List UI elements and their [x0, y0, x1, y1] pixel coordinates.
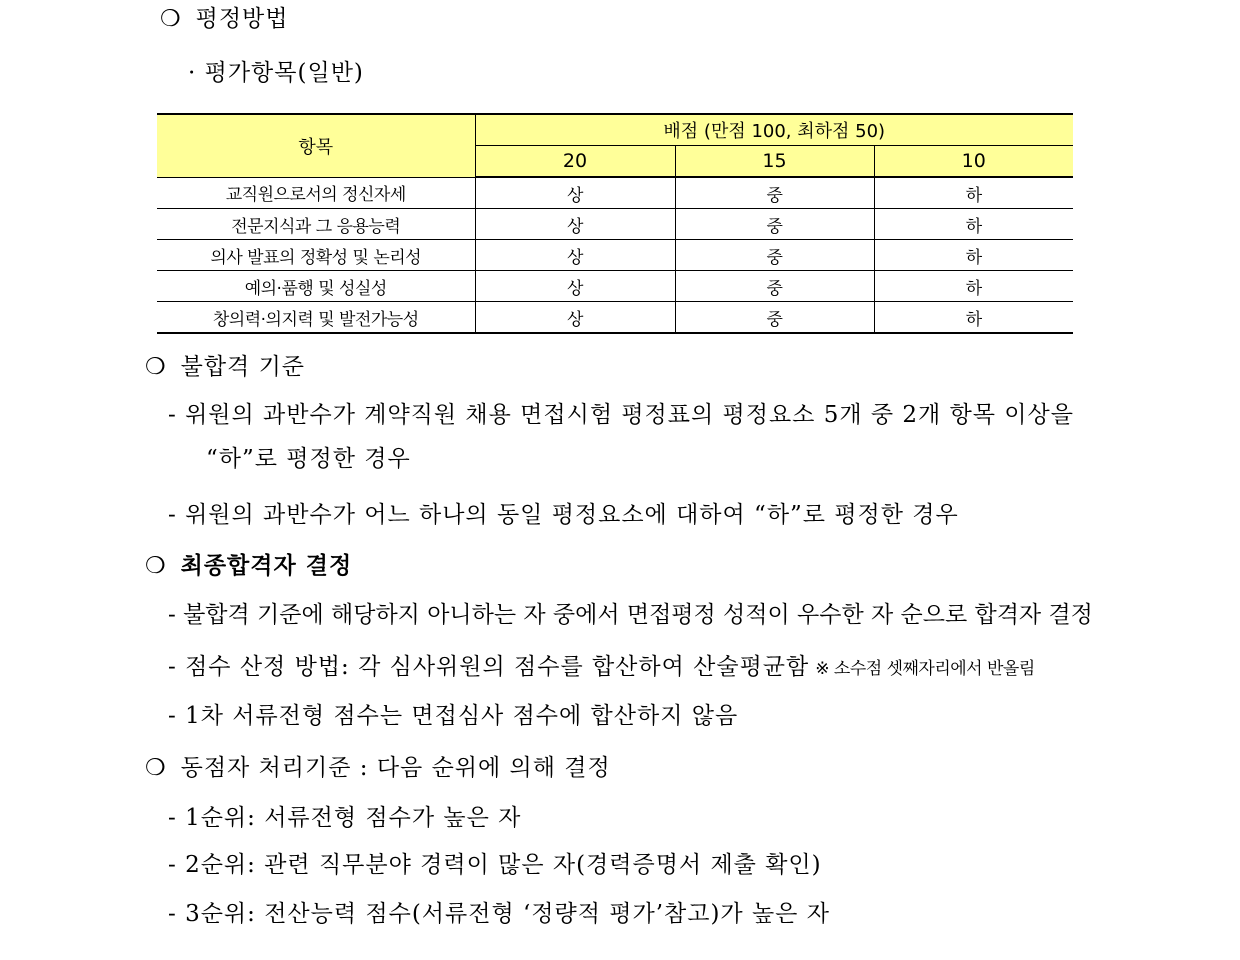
row-item: 예의·품행 및 성실성 — [157, 271, 475, 302]
row-high: 상 — [475, 240, 675, 271]
row-high: 상 — [475, 209, 675, 240]
section-fail-criteria — [145, 352, 305, 382]
final-decision-item-1: - 불합격 기준에 해당하지 아니하는 자 중에서 면접평정 성적이 우수한 자 순으로 합격자 결정 — [168, 602, 1093, 628]
circle-bullet-icon: ❍ — [160, 6, 182, 32]
section-title: 동점자 처리기준 : 다음 순위에 의해 결정 — [180, 755, 611, 781]
subsection-evaluation-items — [188, 58, 364, 88]
row-item: 의사 발표의 정확성 및 논리성 — [157, 240, 475, 271]
rounding-note: ※ 소수점 셋째자리에서 반올림 — [815, 659, 1035, 679]
row-mid: 중 — [675, 209, 874, 240]
final-decision-item-2-text: - 점수 산정 방법: 각 심사위원의 점수를 합산하여 산술평균함 — [168, 654, 810, 680]
row-high: 상 — [475, 177, 675, 209]
header-item: 항목 — [157, 114, 475, 177]
circle-bullet-icon: ❍ — [145, 354, 167, 380]
header-score-20: 20 — [475, 146, 675, 178]
fail-criteria-item-1: - 위원의 과반수가 계약직원 채용 면접시험 평정표의 평정요소 5개 중 2개 항목 이상을 — [168, 402, 1074, 428]
row-low: 하 — [874, 271, 1073, 302]
tie-break-item-3: - 3순위: 전산능력 점수(서류전형 ‘정량적 평가’참고)가 높은 자 — [168, 901, 830, 927]
row-item: 전문지식과 그 응용능력 — [157, 209, 475, 240]
row-low: 하 — [874, 302, 1073, 334]
row-item: 창의력·의지력 및 발전가능성 — [157, 302, 475, 334]
header-score-15: 15 — [675, 146, 874, 178]
row-mid: 중 — [675, 177, 874, 209]
section-final-decision — [145, 551, 352, 581]
section-title: 최종합격자 결정 — [180, 552, 353, 579]
header-score-10: 10 — [874, 146, 1073, 178]
fail-criteria-item-1-cont: “하”로 평정한 경우 — [206, 446, 411, 472]
tie-break-item-1: - 1순위: 서류전형 점수가 높은 자 — [168, 805, 522, 831]
table-row — [157, 177, 1073, 209]
table-row — [157, 209, 1073, 240]
final-decision-item-3: - 1차 서류전형 점수는 면접심사 점수에 합산하지 않음 — [168, 703, 739, 729]
table-row — [157, 302, 1073, 334]
table-row — [157, 240, 1073, 271]
row-high: 상 — [475, 302, 675, 334]
subsection-title: 평가항목(일반) — [204, 60, 364, 86]
row-mid: 중 — [675, 302, 874, 334]
final-decision-item-2 — [168, 652, 1035, 684]
section-title: 평정방법 — [195, 6, 289, 32]
row-mid: 중 — [675, 240, 874, 271]
row-item: 교직원으로서의 정신자세 — [157, 177, 475, 209]
row-mid: 중 — [675, 271, 874, 302]
circle-bullet-icon: ❍ — [145, 755, 167, 781]
fail-criteria-item-2: - 위원의 과반수가 어느 하나의 동일 평정요소에 대하여 “하”로 평정한 경우 — [168, 502, 959, 528]
row-high: 상 — [475, 271, 675, 302]
row-low: 하 — [874, 240, 1073, 271]
header-score: 배점 (만점 100, 최하점 50) — [475, 114, 1073, 146]
section-title: 불합격 기준 — [180, 354, 306, 380]
table-row — [157, 271, 1073, 302]
dot-bullet-icon: · — [188, 60, 197, 86]
row-low: 하 — [874, 209, 1073, 240]
section-tie-break — [145, 753, 611, 783]
tie-break-item-2: - 2순위: 관련 직무분야 경력이 많은 자(경력증명서 제출 확인) — [168, 852, 822, 878]
circle-bullet-icon: ❍ — [145, 553, 167, 579]
evaluation-score-table — [157, 113, 1073, 334]
row-low: 하 — [874, 177, 1073, 209]
section-evaluation-method — [160, 4, 289, 34]
